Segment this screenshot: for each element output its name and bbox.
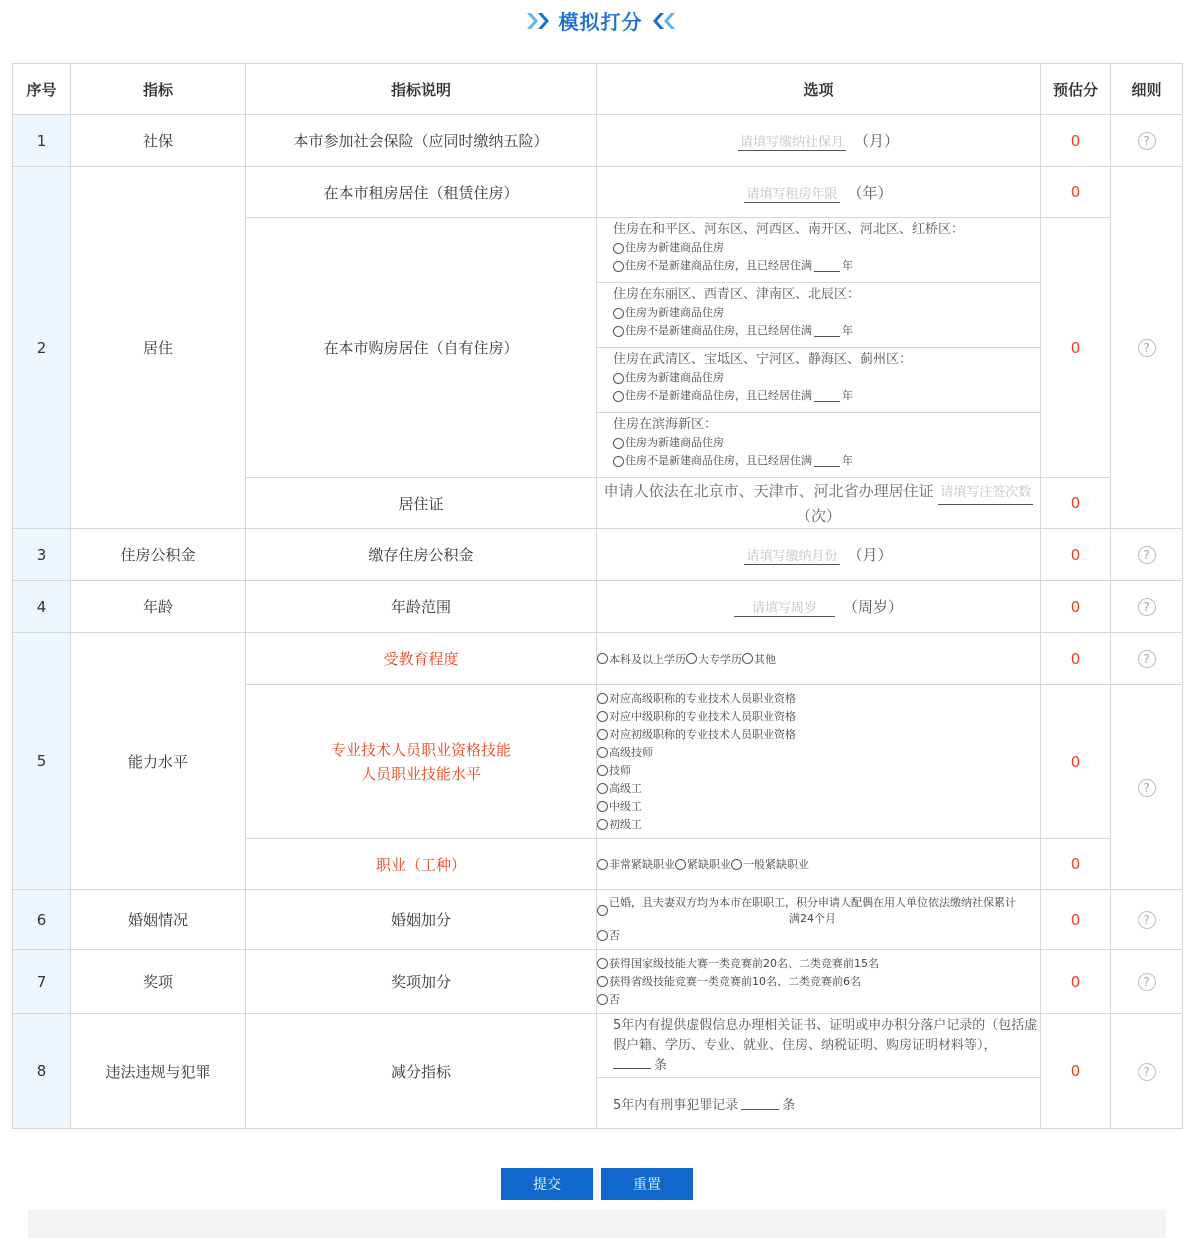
radio-option[interactable] bbox=[597, 801, 608, 812]
radio-old-house[interactable] bbox=[613, 456, 624, 467]
header-indicator: 指标 bbox=[71, 64, 246, 115]
option-label: 一般紧缺职业 bbox=[743, 858, 809, 871]
score-value: 0 bbox=[1041, 529, 1111, 581]
years-blank[interactable] bbox=[814, 261, 840, 272]
help-icon[interactable]: ? bbox=[1138, 598, 1156, 616]
row-number: 8 bbox=[13, 1014, 71, 1129]
help-icon[interactable]: ? bbox=[1138, 973, 1156, 991]
indicator-cell: 居住 bbox=[71, 167, 246, 529]
option-label: 否 bbox=[609, 992, 620, 1006]
radio-new-house[interactable] bbox=[613, 243, 624, 254]
deduction-text: 5年内有刑事犯罪记录 bbox=[613, 1097, 739, 1113]
option-label: 住房为新建商品住房 bbox=[625, 241, 724, 254]
radio-option[interactable] bbox=[597, 711, 608, 722]
radio-very-scarce[interactable] bbox=[597, 859, 608, 870]
deduction-item bbox=[597, 1077, 1040, 1128]
unit-label: 条 bbox=[654, 1058, 668, 1073]
radio-option[interactable] bbox=[597, 729, 608, 740]
score-value: 0 bbox=[1041, 167, 1111, 218]
detail-cell bbox=[1111, 950, 1183, 1014]
unit-label: （月） bbox=[854, 132, 900, 150]
unit-label: 年 bbox=[842, 259, 853, 272]
detail-cell bbox=[1111, 685, 1183, 890]
option-label: 住房不是新建商品住房，且已经居住满 bbox=[625, 389, 812, 402]
option-label: 住房不是新建商品住房，且已经居住满 bbox=[625, 259, 812, 272]
radio-married[interactable] bbox=[597, 905, 608, 916]
radio-national-award[interactable] bbox=[597, 958, 608, 969]
deduction-text: 5年内有提供虚假信息办理相关证书、证明或申办积分落户记录的（包括虚 bbox=[613, 1018, 1038, 1033]
radio-no[interactable] bbox=[597, 930, 608, 941]
option-label-line: 已婚，且夫妻双方均为本市在职职工，积分申请人配偶在用人单位依法缴纳社保累计 bbox=[609, 895, 1016, 909]
district-group bbox=[597, 412, 1040, 477]
table-row bbox=[13, 581, 1183, 633]
indicator-cell: 婚姻情况 bbox=[71, 890, 246, 950]
option-label: 非常紧缺职业 bbox=[609, 858, 675, 871]
radio-old-house[interactable] bbox=[613, 261, 624, 272]
count-blank[interactable] bbox=[741, 1097, 779, 1110]
score-table bbox=[12, 63, 1183, 1129]
unit-label: 条 bbox=[782, 1097, 796, 1113]
row-number: 1 bbox=[13, 115, 71, 167]
help-icon[interactable]: ? bbox=[1138, 546, 1156, 564]
option-cell bbox=[597, 478, 1041, 529]
option-cell bbox=[597, 950, 1041, 1014]
count-blank[interactable] bbox=[613, 1056, 651, 1069]
header-score: 预估分 bbox=[1041, 64, 1111, 115]
years-blank[interactable] bbox=[814, 326, 840, 337]
deduction-text: 假户籍、学历、专业、就业、住房、纳税证明、购房证明材料等）， bbox=[613, 1038, 997, 1053]
detail-cell bbox=[1111, 890, 1183, 950]
table-row bbox=[13, 529, 1183, 581]
page-title-bar bbox=[0, 6, 1201, 46]
table-row bbox=[13, 890, 1183, 950]
district-group bbox=[597, 282, 1040, 347]
detail-cell bbox=[1111, 115, 1183, 167]
score-value: 0 bbox=[1041, 633, 1111, 685]
unit-label: （次） bbox=[795, 506, 841, 525]
option-cell bbox=[597, 890, 1041, 950]
chevron-right-icon bbox=[525, 9, 555, 33]
desc-cell: 在本市购房居住（自有住房） bbox=[246, 218, 597, 478]
option-label: 住房为新建商品住房 bbox=[625, 306, 724, 319]
desc-cell: 减分指标 bbox=[246, 1014, 597, 1129]
radio-new-house[interactable] bbox=[613, 438, 624, 449]
row-number: 4 bbox=[13, 581, 71, 633]
option-label: 初级工 bbox=[609, 817, 642, 831]
fund-months-input[interactable]: 请填写缴纳月份 bbox=[744, 545, 839, 565]
header-options: 选项 bbox=[597, 64, 1041, 115]
detail-cell bbox=[1111, 581, 1183, 633]
group-heading: 住房在武清区、宝坻区、宁河区、静海区、蓟州区： bbox=[613, 352, 913, 367]
district-group bbox=[597, 347, 1040, 412]
detail-cell bbox=[1111, 1014, 1183, 1129]
footer-bar bbox=[28, 1210, 1166, 1238]
indicator-cell: 住房公积金 bbox=[71, 529, 246, 581]
option-label: 否 bbox=[609, 928, 620, 942]
desc-cell bbox=[246, 685, 597, 839]
detail-cell bbox=[1111, 529, 1183, 581]
option-label: 住房为新建商品住房 bbox=[625, 436, 724, 449]
unit-label: 年 bbox=[842, 454, 853, 467]
years-blank[interactable] bbox=[814, 391, 840, 402]
option-label: 技师 bbox=[609, 763, 631, 777]
score-value: 0 bbox=[1041, 1014, 1111, 1129]
header-row bbox=[13, 64, 1183, 115]
option-label: 高级技师 bbox=[609, 745, 653, 759]
option-label: 对应初级职称的专业技术人员职业资格 bbox=[609, 727, 796, 741]
radio-new-house[interactable] bbox=[613, 308, 624, 319]
unit-label: 年 bbox=[842, 324, 853, 337]
option-label: 住房为新建商品住房 bbox=[625, 371, 724, 384]
age-input[interactable]: 请填写周岁 bbox=[734, 597, 835, 617]
option-label bbox=[609, 895, 1016, 927]
score-value: 0 bbox=[1041, 115, 1111, 167]
row-number: 6 bbox=[13, 890, 71, 950]
unit-label: （年） bbox=[847, 183, 893, 202]
permit-count-input[interactable]: 请填写注签次数 bbox=[938, 482, 1033, 505]
option-label: 高级工 bbox=[609, 781, 642, 795]
help-icon[interactable]: ? bbox=[1138, 650, 1156, 668]
option-cell bbox=[597, 167, 1041, 218]
desc-cell: 职业（工种） bbox=[246, 839, 597, 890]
option-label: 中级工 bbox=[609, 799, 642, 813]
indicator-cell: 能力水平 bbox=[71, 633, 246, 890]
help-icon[interactable]: ? bbox=[1138, 132, 1156, 150]
indicator-cell: 年龄 bbox=[71, 581, 246, 633]
option-cell bbox=[597, 839, 1041, 890]
score-value: 0 bbox=[1041, 890, 1111, 950]
option-cell bbox=[597, 633, 1041, 685]
radio-other[interactable] bbox=[742, 653, 753, 664]
option-cell bbox=[597, 218, 1041, 478]
radio-new-house[interactable] bbox=[613, 373, 624, 384]
table-row bbox=[13, 633, 1183, 685]
option-label-line: 满24个月 bbox=[789, 911, 836, 925]
desc-cell: 受教育程度 bbox=[246, 633, 597, 685]
option-cell bbox=[597, 1014, 1041, 1129]
indicator-cell: 违法违规与犯罪 bbox=[71, 1014, 246, 1129]
desc-line: 专业技术人员职业资格技能 bbox=[330, 740, 511, 759]
desc-cell: 奖项加分 bbox=[246, 950, 597, 1014]
radio-option[interactable] bbox=[597, 747, 608, 758]
radio-college[interactable] bbox=[686, 653, 697, 664]
option-label: 大专学历 bbox=[698, 652, 742, 666]
option-label: 住房不是新建商品住房，且已经居住满 bbox=[625, 454, 812, 467]
row-number: 3 bbox=[13, 529, 71, 581]
score-value: 0 bbox=[1041, 218, 1111, 478]
rent-years-input[interactable]: 请填写租房年限 bbox=[744, 183, 839, 203]
table-row bbox=[13, 1014, 1183, 1129]
radio-option[interactable] bbox=[597, 765, 608, 776]
radio-general-scarce[interactable] bbox=[731, 859, 742, 870]
group-heading: 住房在和平区、河东区、河西区、南开区、河北区、红桥区： bbox=[613, 222, 965, 237]
score-value: 0 bbox=[1041, 950, 1111, 1014]
group-heading: 住房在滨海新区： bbox=[613, 417, 718, 432]
help-icon[interactable]: ? bbox=[1138, 1063, 1156, 1081]
option-cell bbox=[597, 529, 1041, 581]
radio-old-house[interactable] bbox=[613, 391, 624, 402]
table-row bbox=[13, 950, 1183, 1014]
option-label: 其他 bbox=[754, 652, 776, 666]
radio-old-house[interactable] bbox=[613, 326, 624, 337]
years-blank[interactable] bbox=[814, 456, 840, 467]
row-number: 2 bbox=[13, 167, 71, 529]
social-months-input[interactable]: 请填写缴纳社保月 bbox=[738, 131, 846, 151]
option-cell bbox=[597, 685, 1041, 839]
score-value: 0 bbox=[1041, 581, 1111, 633]
help-icon[interactable]: ? bbox=[1138, 911, 1156, 929]
group-heading: 住房在东丽区、西青区、津南区、北辰区： bbox=[613, 287, 861, 302]
reset-button[interactable]: 重置 bbox=[601, 1168, 693, 1200]
radio-bachelor[interactable] bbox=[597, 653, 608, 664]
deduction-item bbox=[597, 1014, 1040, 1077]
detail-cell bbox=[1111, 167, 1183, 529]
permit-text: 申请人依法在北京市、天津市、河北省办理居住证 bbox=[603, 481, 934, 500]
option-label: 紧缺职业 bbox=[687, 858, 731, 871]
district-group bbox=[597, 218, 1040, 282]
help-icon[interactable]: ? bbox=[1138, 339, 1156, 357]
indicator-cell: 社保 bbox=[71, 115, 246, 167]
indicator-cell: 奖项 bbox=[71, 950, 246, 1014]
radio-provincial-award[interactable] bbox=[597, 976, 608, 987]
radio-no-award[interactable] bbox=[597, 994, 608, 1005]
unit-label: （月） bbox=[847, 546, 893, 564]
desc-cell: 本市参加社会保险（应同时缴纳五险） bbox=[246, 115, 597, 167]
page-title: 模拟打分 bbox=[558, 10, 643, 34]
radio-option[interactable] bbox=[597, 783, 608, 794]
unit-label: （周岁） bbox=[843, 598, 904, 616]
desc-cell: 在本市租房居住（租赁住房） bbox=[246, 167, 597, 218]
row-number: 7 bbox=[13, 950, 71, 1014]
score-value: 0 bbox=[1041, 839, 1111, 890]
desc-cell: 婚姻加分 bbox=[246, 890, 597, 950]
radio-option[interactable] bbox=[597, 819, 608, 830]
option-label: 获得国家级技能大赛一类竞赛前20名、二类竞赛前15名 bbox=[609, 956, 879, 970]
score-value: 0 bbox=[1041, 478, 1111, 529]
chevron-left-icon bbox=[647, 9, 677, 33]
option-label: 获得省级技能竞赛一类竞赛前10名、二类竞赛前6名 bbox=[609, 974, 861, 988]
table-row bbox=[13, 115, 1183, 167]
submit-button[interactable]: 提交 bbox=[501, 1168, 593, 1200]
unit-label: 年 bbox=[842, 389, 853, 402]
option-label: 对应高级职称的专业技术人员职业资格 bbox=[609, 691, 796, 705]
header-detail: 细则 bbox=[1111, 64, 1183, 115]
radio-option[interactable] bbox=[597, 693, 608, 704]
detail-cell bbox=[1111, 633, 1183, 685]
desc-cell: 年龄范围 bbox=[246, 581, 597, 633]
score-value: 0 bbox=[1041, 685, 1111, 839]
option-cell bbox=[597, 115, 1041, 167]
header-no: 序号 bbox=[13, 64, 71, 115]
option-label: 对应中级职称的专业技术人员职业资格 bbox=[609, 709, 796, 723]
header-desc: 指标说明 bbox=[246, 64, 597, 115]
table-row bbox=[13, 167, 1183, 218]
option-label: 本科及以上学历 bbox=[609, 652, 686, 666]
option-label: 住房不是新建商品住房，且已经居住满 bbox=[625, 324, 812, 337]
desc-line: 人员职业技能水平 bbox=[360, 764, 481, 783]
radio-scarce[interactable] bbox=[675, 859, 686, 870]
option-cell bbox=[597, 581, 1041, 633]
help-icon[interactable]: ? bbox=[1138, 779, 1156, 797]
desc-cell: 缴存住房公积金 bbox=[246, 529, 597, 581]
desc-cell: 居住证 bbox=[246, 478, 597, 529]
row-number: 5 bbox=[13, 633, 71, 890]
